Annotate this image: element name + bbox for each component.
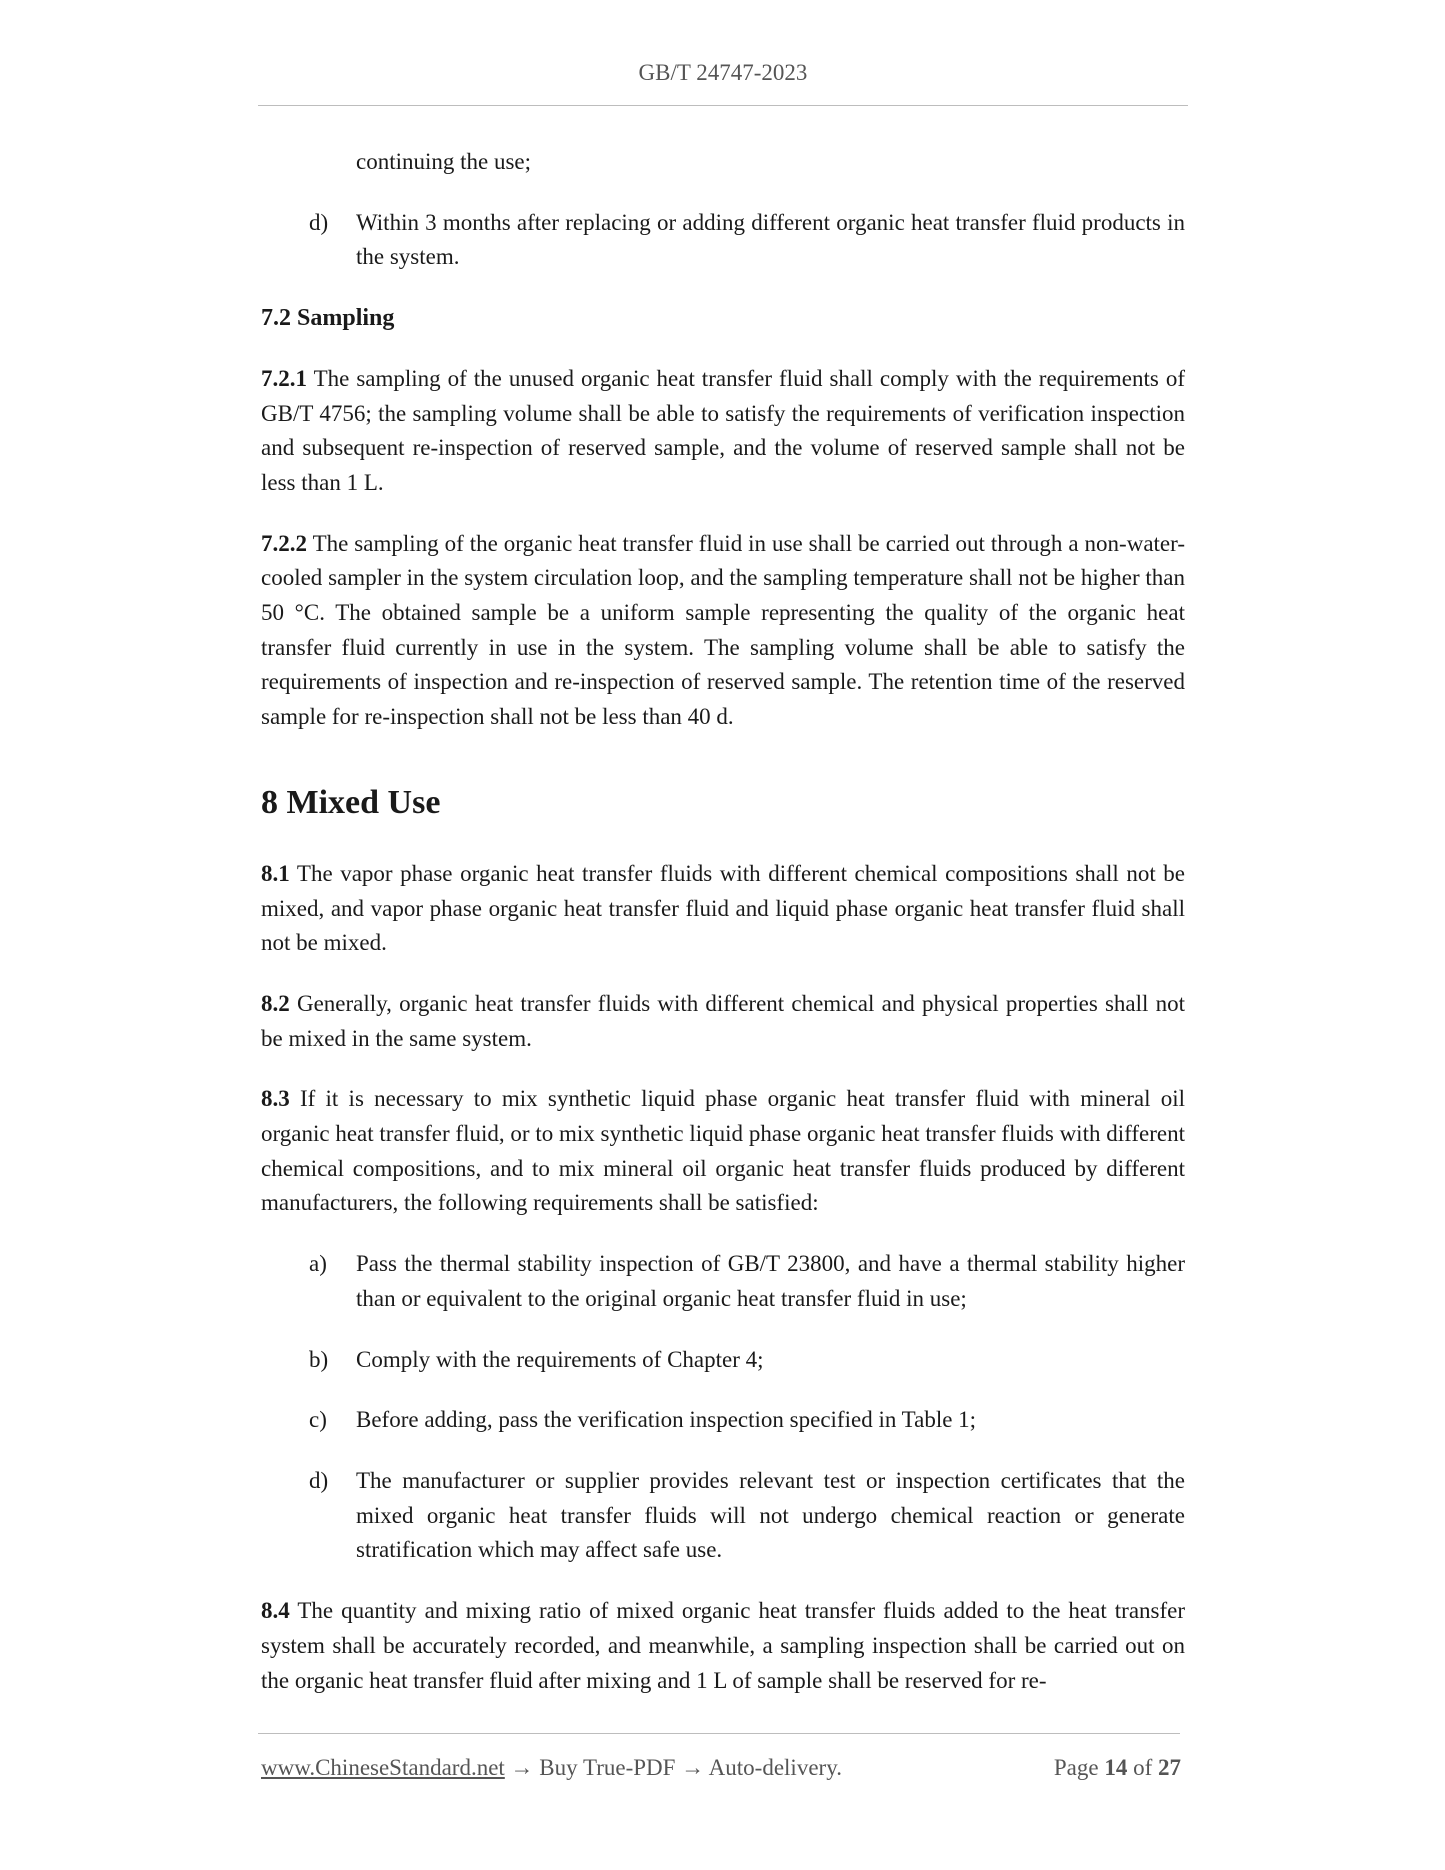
- auto-delivery-text: Auto-delivery.: [708, 1755, 842, 1780]
- clause-7-2-2: [261, 527, 1185, 735]
- page-body: [261, 145, 1185, 1724]
- list-text: Within 3 months after replacing or adding different organic heat transfer fluid products in the system.: [356, 209, 1185, 270]
- page-label: Page: [1053, 1755, 1099, 1780]
- clause-8-1: [261, 857, 1185, 961]
- continued-text: continuing the use;: [356, 149, 532, 174]
- total-pages: 27: [1158, 1755, 1181, 1780]
- page-number: [1054, 1755, 1181, 1781]
- page-footer: [261, 1755, 1181, 1785]
- list-item-d: [261, 206, 1185, 275]
- clause-text: The sampling of the unused organic heat transfer fluid shall comply with the requirements of GB/T 4756; the sampling volume shall be able to satisfy the requirements of verification inspection and subsequent re-inspection of reserved sample, and the volume of reserved sample shall not be less than 1 L.: [261, 365, 1185, 495]
- list-item-b: [261, 1343, 1185, 1378]
- clause-number: 8.2: [261, 990, 290, 1016]
- list-marker: a): [309, 1251, 327, 1277]
- clause-number: 8.3: [261, 1086, 290, 1112]
- list-marker: d): [309, 209, 329, 235]
- list-marker: d): [309, 1467, 329, 1493]
- arrow-right-icon: →: [510, 1755, 534, 1780]
- clause-text: If it is necessary to mix synthetic liquid phase organic heat transfer fluid with mineral oil organic heat transfer fluid, or to mix synthetic liquid phase organic heat transfer fluids with different chemical compositions, and to mix mineral oil organic heat transfer fluids produced by different manufacturers, the following requirements shall be satisfied:: [261, 1086, 1186, 1216]
- clause-text: The sampling of the organic heat transfer fluid in use shall be carried out through a non-water-cooled sampler in the system circulation loop, and the sampling temperature shall not be higher than 50 °C. The obtained sample be a uniform sample representing the quality of the organic heat transfer fluid currently in use in the system. The sampling volume shall be able to satisfy the requirements of inspection and re-inspection of reserved sample. The retention time of the reserved sample for re-inspection shall not be less than 40 d.: [261, 530, 1185, 730]
- list-marker: c): [309, 1407, 327, 1433]
- footer-promo: [261, 1755, 842, 1781]
- list-item-c: [261, 1403, 1185, 1438]
- list-item-a: [261, 1247, 1185, 1316]
- clause-7-2-1: [261, 362, 1185, 501]
- footer-divider: [258, 1733, 1180, 1734]
- clause-text: The quantity and mixing ratio of mixed organic heat transfer fluids added to the heat transfer system shall be accurately recorded, and meanwhile, a sampling inspection shall be carried out on the organic heat transfer fluid after mixing and 1 L of sample shall be reserved for re-: [261, 1598, 1185, 1693]
- website-link[interactable]: www.ChineseStandard.net: [261, 1755, 505, 1780]
- clause-number: 8.4: [261, 1598, 290, 1624]
- clause-8-4: [261, 1594, 1185, 1698]
- clause-8-2: [261, 987, 1185, 1056]
- running-header: GB/T 24747-2023: [638, 60, 808, 85]
- clause-text: Generally, organic heat transfer fluids with different chemical and physical properties shall not be mixed in the same system.: [261, 990, 1185, 1051]
- clause-8-3: [261, 1082, 1185, 1221]
- list-text: Comply with the requirements of Chapter 4;: [356, 1346, 764, 1372]
- clause-number: 7.2.2: [261, 530, 307, 556]
- buy-pdf-text: Buy True-PDF: [539, 1755, 676, 1780]
- header-divider: [258, 105, 1188, 106]
- list-text: Pass the thermal stability inspection of GB/T 23800, and have a thermal stability higher than or equivalent to the original organic heat transfer fluid in use;: [356, 1251, 1185, 1311]
- chapter-8-heading: 8 Mixed Use: [261, 783, 441, 821]
- list-marker: b): [309, 1346, 329, 1372]
- clause-number: 8.1: [261, 860, 290, 886]
- list-item-d: [261, 1464, 1185, 1568]
- arrow-right-icon: →: [681, 1755, 705, 1780]
- list-text: Before adding, pass the verification inspection specified in Table 1;: [356, 1407, 977, 1433]
- of-label: of: [1133, 1755, 1153, 1780]
- section-7-2-heading: 7.2 Sampling: [261, 305, 395, 332]
- current-page: 14: [1104, 1755, 1128, 1780]
- clause-number: 7.2.1: [261, 365, 307, 391]
- list-text: The manufacturer or supplier provides relevant test or inspection certificates that the mixed organic heat transfer fluids will not undergo chemical reaction or generate stratification which may affect safe use.: [356, 1467, 1185, 1563]
- clause-text: The vapor phase organic heat transfer fluids with different chemical compositions shall not be mixed, and vapor phase organic heat transfer fluid and liquid phase organic heat transfer fluid shall not be mixed.: [261, 860, 1185, 956]
